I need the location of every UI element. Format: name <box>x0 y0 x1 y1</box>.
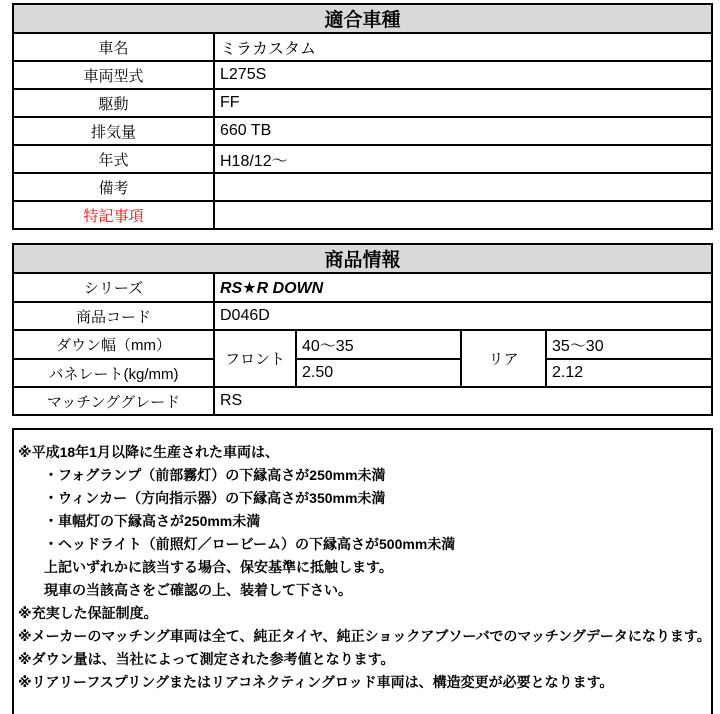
displacement-label: 排気量 <box>13 117 214 145</box>
model-year-label: 年式 <box>13 145 214 173</box>
model-code-value: L275S <box>214 61 712 89</box>
model-code-label: 車両型式 <box>13 61 214 89</box>
note-line: ・車幅灯の下縁高さが250mm未満 <box>44 513 261 529</box>
model-year-value: H18/12～ <box>214 145 712 173</box>
spring-rate-label: バネレート(kg/mm) <box>13 359 214 387</box>
rear-rate-value: 2.12 <box>546 359 712 387</box>
rear-header: リア <box>461 330 546 387</box>
series-label: シリーズ <box>13 273 214 302</box>
remarks-label: 備考 <box>13 173 214 201</box>
remarks-value <box>214 173 712 201</box>
notes-box <box>12 428 713 714</box>
table-row <box>13 359 712 387</box>
table-row <box>13 89 712 117</box>
vehicle-name-value: ミラカスタム <box>214 33 712 61</box>
note-line: ※リアリーフスプリングまたはリアコネクティングロッド車両は、構造変更が必要となります。 <box>18 674 614 690</box>
front-down-value: 40～35 <box>296 330 461 359</box>
note-line: ※メーカーのマッチング車両は全て、純正タイヤ、純正ショックアブソーバでのマッチングデータになります。 <box>18 628 711 644</box>
matching-grade-label: マッチンググレード <box>13 387 214 415</box>
displacement-value: 660 TB <box>214 117 712 145</box>
note-line: ・ヘッドライト（前照灯／ロービーム）の下縁高さが500mm未満 <box>44 536 456 552</box>
note-line: ※平成18年1月以降に生産された車両は、 <box>18 444 279 460</box>
table-row <box>13 173 712 201</box>
note-line: 現車の当該高さをご確認の上、装着して下さい。 <box>44 582 352 598</box>
down-amount-label: ダウン幅（mm） <box>13 330 214 359</box>
table-row <box>13 33 712 61</box>
note-line: ※ダウン量は、当社によって測定された参考値となります。 <box>18 651 395 667</box>
vehicle-compatibility-table <box>12 3 713 230</box>
table-row <box>13 117 712 145</box>
rear-down-value: 35～30 <box>546 330 712 359</box>
series-value: RS★R DOWN <box>214 273 712 302</box>
drivetrain-label: 駆動 <box>13 89 214 117</box>
matching-grade-value: RS <box>214 387 712 415</box>
note-line: ・ウィンカー（方向指示器）の下縁高さが350mm未満 <box>44 490 386 506</box>
product-table-title: 商品情報 <box>13 244 712 273</box>
front-header: フロント <box>214 330 296 387</box>
vehicle-name-label: 車名 <box>13 33 214 61</box>
special-notes-label: 特記事項 <box>13 201 214 229</box>
vehicle-table-title: 適合車種 <box>13 4 712 33</box>
special-notes-value <box>214 201 712 229</box>
front-rate-value: 2.50 <box>296 359 461 387</box>
table-row <box>13 201 712 229</box>
table-row <box>13 330 712 359</box>
table-row <box>13 273 712 302</box>
note-line: ・フォグランプ（前部霧灯）の下縁高さが250mm未満 <box>44 467 386 483</box>
note-line: ※充実した保証制度。 <box>18 605 158 621</box>
table-row <box>13 145 712 173</box>
table-row <box>13 387 712 415</box>
table-row <box>13 61 712 89</box>
note-line: 上記いずれかに該当する場合、保安基準に抵触します。 <box>44 559 393 575</box>
drivetrain-value: FF <box>214 89 712 117</box>
product-code-label: 商品コード <box>13 302 214 330</box>
product-code-value: D046D <box>214 302 712 330</box>
product-info-table <box>12 243 713 416</box>
table-row <box>13 302 712 330</box>
